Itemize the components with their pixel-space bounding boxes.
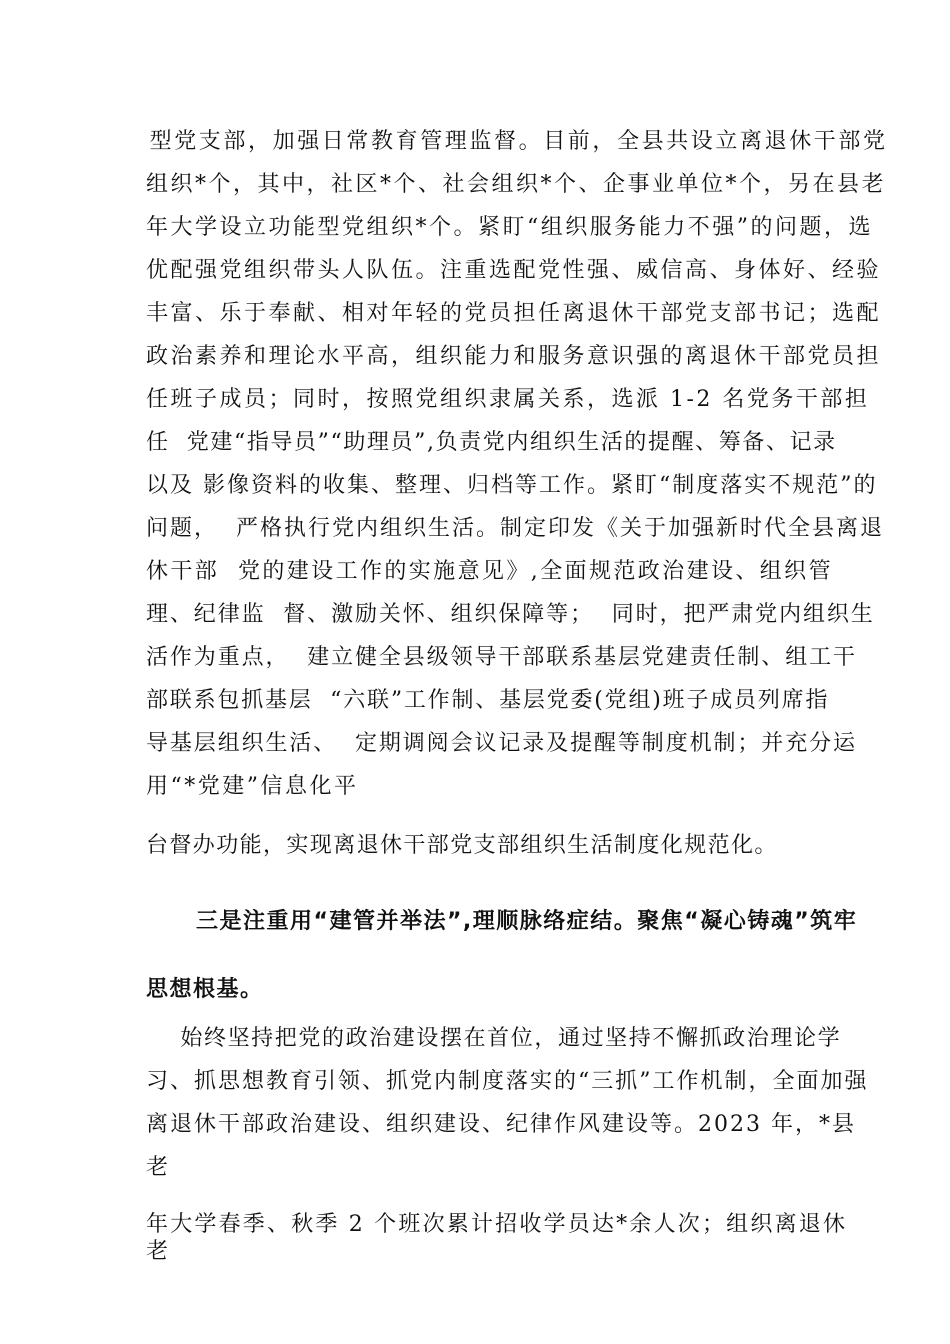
text-line: 理、纪律监 督、激励关怀、组织保障等； 同时，把严肃党内组织生 (146, 602, 875, 627)
text-line: 任班子成员；同时，按照党组织隶属关系，选派 1-2 名党务干部担 (146, 387, 870, 412)
text-line: 年大学春季、秋季 2 个班次累计招收学员达*余人次；组织离退休 (146, 1212, 848, 1237)
text-line: 习、抓思想教育引领、抓党内制度落实的“三抓”工作机制，全面加强 (146, 1069, 869, 1094)
heading-line-1: 三是注重用“建管并举法”,理顺脉络症结。聚焦“凝心铸魂”筑牢 (196, 909, 858, 934)
text-line: 丰富、乐于奉献、相对年轻的党员担任离退休干部党支部书记；选配 (146, 301, 882, 326)
text-line: 老 (146, 1155, 171, 1180)
text-line: 以及 影像资料的收集、整理、归档等工作。紧盯“制度落实不规范”的 (146, 473, 878, 498)
text-line: 始终坚持把党的政治建设摆在首位，通过坚持不懈抓政治理论学 (146, 1026, 842, 1051)
text-line: 用“*党建”信息化平 (146, 774, 359, 799)
text-line: 型党支部，加强日常教育管理监督。目前，全县共设立离退休干部党 (140, 129, 888, 154)
text-line: 年大学设立功能型党组织*个。紧盯“组织服务能力不强”的问题，选 (146, 215, 873, 240)
text-line: 组织*个，其中，社区*个、社会组织*个、企事业单位*个，另在县老 (146, 172, 887, 197)
text-line: 任 党建“指导员”“助理员”,负责党内组织生活的提醒、筹备、记录 (146, 430, 837, 455)
text-line: 离退休干部政治建设、组织建设、纪律作风建设等。2023 年，*县 (146, 1112, 856, 1137)
text-line: 老 (146, 1239, 171, 1264)
text-line: 政治素养和理论水平高，组织能力和服务意识强的离退休干部党员担 (146, 344, 882, 369)
text-line: 问题， 严格执行党内组织生活。制定印发《关于加强新时代全县离退 (146, 516, 884, 541)
text-line: 优配强党组织带头人队伍。注重选配党性强、威信高、身体好、经验 (146, 258, 882, 283)
text-line: 活作为重点， 建立健全县级领导干部联系基层党建责任制、组工干 (146, 645, 857, 670)
heading-line-2: 思想根基。 (146, 977, 264, 1002)
text-line: 导基层组织生活、 定期调阅会议记录及提醒等制度机制；并充分运 (146, 731, 857, 756)
text-line: 休干部 党的建设工作的实施意见》,全面规范政治建设、组织管 (146, 559, 833, 584)
text-line-continuation: 台督办功能，实现离退休干部党支部组织生活制度化规范化。 (146, 833, 778, 858)
text-line: 部联系包抓基层 “六联”工作制、基层党委(党组)班子成员列席指 (146, 688, 830, 713)
